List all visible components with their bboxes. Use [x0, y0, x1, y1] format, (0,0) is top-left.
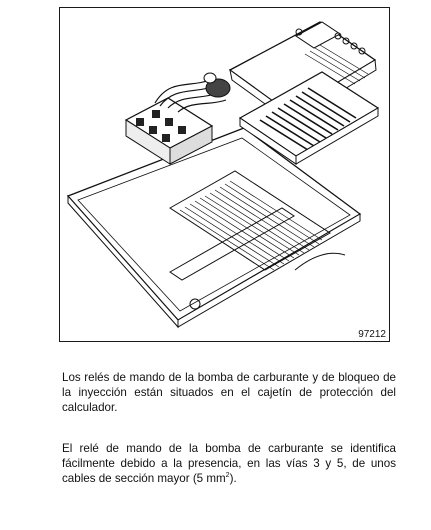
relay-box-illustration — [60, 8, 391, 343]
caption-paragraph-1: Los relés de mando de la bomba de carburante y de bloqueo de la inyección están situados en el cajetín de protección del calculador. — [62, 371, 396, 414]
figure-number: 97212 — [358, 329, 386, 340]
technical-illustration — [59, 7, 390, 342]
caption-paragraph-2-main: El relé de mando de la bomba de carburante se identifica fácilmente debido a la presencia, en las vías 3 y 5, de unos cables de sección mayor (5 mm — [62, 442, 396, 485]
caption-paragraph-2 — [62, 441, 396, 486]
superscript-2: 2 — [225, 472, 230, 480]
caption-paragraph-2-end: ). — [229, 472, 237, 485]
